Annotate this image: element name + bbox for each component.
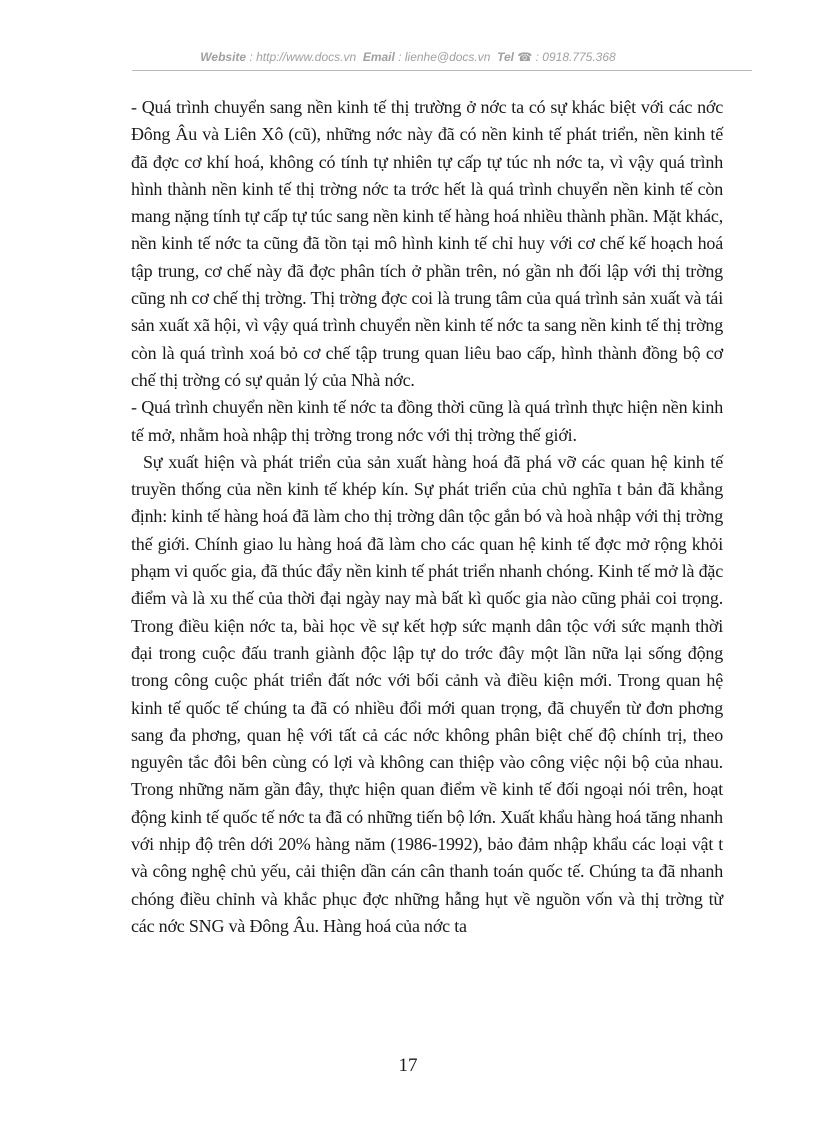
tel-label: Tel [497, 50, 514, 64]
paragraph-2: - Quá trình chuyển nền kinh tế nớc ta đồng thời cũng là quá trình thực hiện nền kinh tế mở, nhằm hoà nhập thị trờng trong nớc với thị trờng thế giới. [131, 397, 723, 445]
document-body [131, 94, 723, 940]
header-divider [132, 70, 752, 71]
paragraph-3: Sự xuất hiện và phát triển của sản xuất hàng hoá đã phá vỡ các quan hệ kinh tế truyền thống của nền kinh tế khép kín. Sự phát triển của chủ nghĩa t bản đã khẳng định: kinh tế hàng hoá đã làm cho thị trờng dân tộc gắn bó và hoà nhập với thị trờng thế giới. Chính giao lu hàng hoá đã làm cho các quan hệ kinh tế đợc mở rộng khỏi phạm vi quốc gia, đã thúc đẩy nền kinh tế phát triển nhanh chóng. Kinh tế mở là đặc điểm và là xu thế của thời đại ngày nay mà bất kì quốc gia nào cũng phải coi trọng. Trong điều kiện nớc ta, bài học về sự kết hợp sức mạnh dân tộc với sức mạnh thời đại trong cuộc đấu tranh giành độc lập tự do trớc đây một lần nữa lại sống động trong công cuộc phát triển đất nớc với bối cảnh và điều kiện mới. Trong quan hệ kinh tế quốc tế chúng ta đã có nhiều đổi mới quan trọng, đã chuyển từ đơn phơng sang đa phơng, quan hệ với tất cả các nớc không phân biệt chế độ chính trị, theo nguyên tắc đôi bên cùng có lợi và không can thiệp vào công việc nội bộ của nhau. Trong những năm gần đây, thực hiện quan điểm về kinh tế đối ngoại nói trên, hoạt động kinh tế quốc tế nớc ta đã có những tiến bộ lớn. Xuất khẩu hàng hoá tăng nhanh với nhịp độ trên dới 20% hàng năm (1986-1992), bảo đảm nhập khẩu các loại vật t và công nghệ chủ yếu, cải thiện dần cán cân thanh toán quốc tế. Chúng ta đã nhanh chóng điều chỉnh và khắc phục đợc những hẫng hụt về nguồn vốn và thị trờng từ các nớc SNG và Đông Âu. Hàng hoá của nớc ta [131, 451, 723, 936]
page-header [0, 50, 816, 64]
tel-value: ☎ : 0918.775.368 [517, 50, 616, 64]
email-label: Email [362, 50, 395, 64]
website-url: : http://www.docs.vn [249, 50, 357, 64]
email-value: : lienhe@docs.vn [398, 50, 491, 64]
page-number: 17 [398, 1055, 418, 1076]
paragraph-1: - Quá trình chuyển sang nền kinh tế thị trường ở nớc ta có sự khác biệt với các nớc Đông Âu và Liên Xô (cũ), những nớc này đã có nền kinh tế phát triển, nền kinh tế đã đợc cơ khí hoá, không có tính tự nhiên tự cấp tự túc nh nớc ta, vì vậy quá trình hình thành nền kinh tế thị trờng nớc ta trớc hết là quá trình chuyển nền kinh tế còn mang nặng tính tự cấp tự túc sang nền kinh tế hàng hoá nhiều thành phần. Mặt khác, nền kinh tế nớc ta cũng đã tồn tại mô hình kinh tế chỉ huy với cơ chế kế hoạch hoá tập trung, cơ chế này đã đợc phân tích ở phần trên, nó gần nh đối lập với thị trờng cũng nh cơ chế thị trờng. Thị trờng đợc coi là trung tâm của quá trình sản xuất và tái sản xuất xã hội, vì vậy quá trình chuyển nền kinh tế nớc ta sang nền kinh tế thị trờng còn là quá trình xoá bỏ cơ chế tập trung quan liêu bao cấp, hình thành đồng bộ cơ chế thị trờng có sự quản lý của Nhà nớc. [131, 97, 723, 390]
website-label: Website [200, 50, 247, 64]
